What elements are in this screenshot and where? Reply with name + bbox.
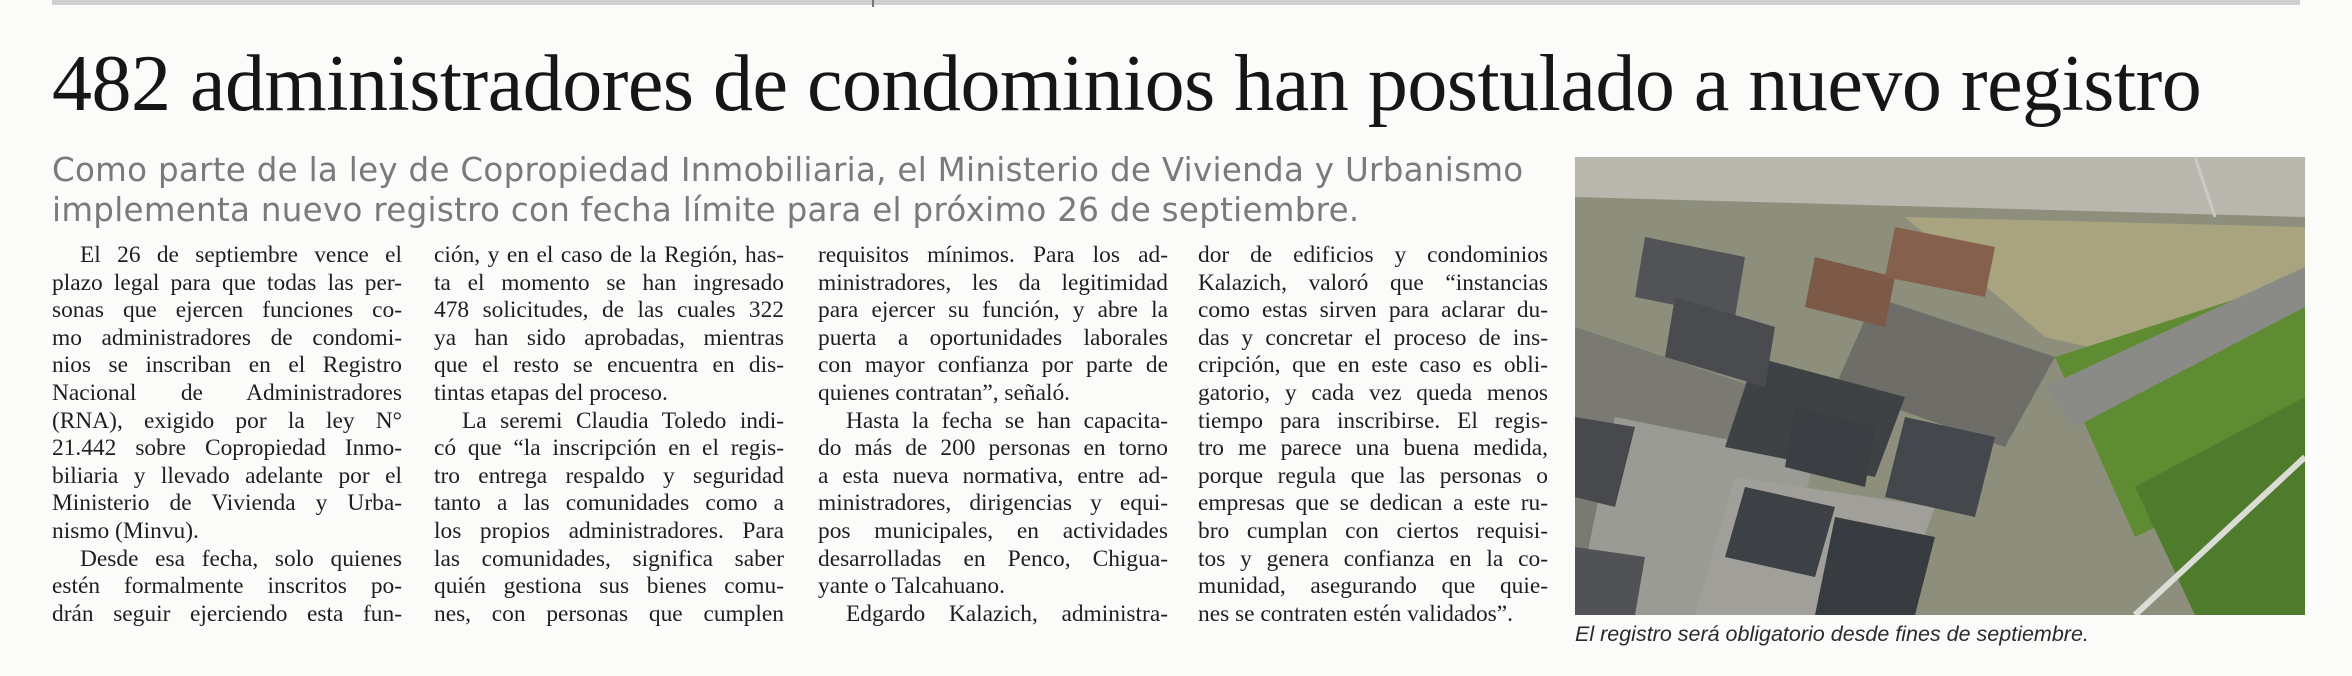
body-text-line: que el resto se encuentra en dis- [434,352,784,379]
body-text-line: Desde esa fecha, solo quienes [80,545,402,572]
photo-caption: El registro será obligatorio desde fines de septiembre. [1575,622,2089,646]
body-text-line: do más de 200 personas en torno [818,435,1168,462]
body-text-line: gatorio, y cada vez queda menos [1198,379,1548,406]
body-text-line: có que “la inscripción en el regis- [434,435,784,462]
body-text-line: las comunidades, significa saber [434,545,784,572]
body-text-line: para ejercer su función, y abre la [818,297,1168,324]
body-text-line: tos y genera confianza en la co- [1198,545,1548,572]
body-text-line: con mayor confianza por parte de [818,352,1168,379]
body-text-line: Nacional de Administradores [52,379,402,406]
body-text-line: yante o Talcahuano. [818,573,1005,600]
body-text-line: Edgardo Kalazich, administra- [846,600,1168,627]
body-text-line: El 26 de septiembre vence el [80,242,402,268]
body-text-line: biliaria y llevado adelante por el [52,462,402,489]
body-text-line: La seremi Claudia Toledo indi- [462,407,784,434]
body-text-line: drán seguir ejerciendo esta fun- [52,600,402,627]
body-text-line: puerta a oportunidades laborales [818,324,1168,351]
body-column-1 [52,242,402,628]
body-text-line: tintas etapas del proceso. [434,379,668,406]
body-text-line: tro entrega respaldo y seguridad [434,462,784,489]
body-text-line: cripción, que en este caso es obli- [1198,352,1548,379]
body-column-4 [1198,242,1548,628]
body-column-2 [434,242,784,628]
body-text-line: mo administradores de condomi- [52,324,402,351]
body-text-line: nes se contraten estén validados”. [1198,600,1514,627]
body-text-line: nios se inscriban en el Registro [52,352,402,379]
body-text-line: requisitos mínimos. Para los ad- [818,242,1168,268]
aerial-photo-condominiums [1575,157,2305,615]
body-text-line: dor de edificios y condominios [1198,242,1548,268]
subheadline [52,150,1552,230]
body-text-line: tanto a las comunidades como a [434,490,784,517]
body-text-line: quién gestiona sus bienes comu- [434,573,784,600]
body-text-line: empresas que se dedican a este ru- [1198,490,1548,517]
body-text-line: (RNA), exigido por la ley N° [52,407,402,434]
body-text-line: Ministerio de Vivienda y Urba- [52,490,402,517]
body-text-line: bro cumplan con ciertos requisi- [1198,517,1548,544]
subhead-line: Como parte de la ley de Copropiedad Inmobiliaria, el Ministerio de Vivienda y Urbanismo [52,151,1524,189]
body-text-line: ción, y en el caso de la Región, has- [434,242,784,268]
body-text-line: estén formalmente inscritos po- [52,573,402,600]
body-text-line: tiempo para inscribirse. El regis- [1198,407,1548,434]
body-column-3 [818,242,1168,628]
subhead-line: implementa nuevo registro con fecha límite para el próximo 26 de septiembre. [52,191,1360,229]
headline: 482 administradores de condominios han postulado a nuevo registro [52,40,2202,128]
body-text-line: desarrolladas en Penco, Chigua- [818,545,1168,572]
body-text-line: plazo legal para que todas las per- [52,269,402,296]
body-text-line: los propios administradores. Para [434,517,784,544]
body-text-line: nes, con personas que cumplen [434,600,784,627]
body-text-line: nismo (Minvu). [52,517,199,544]
body-text-line: 478 solicitudes, de las cuales 322 [434,297,784,324]
body-text-line: munidad, asegurando que quie- [1198,573,1548,600]
body-text-line: ta el momento se han ingresado [434,269,784,296]
column-marker [872,0,874,7]
body-text-line: tro me parece una buena medida, [1198,435,1548,462]
body-text-line: ya han sido aprobadas, mientras [434,324,784,351]
body-text-line: ministradores, les da legitimidad [818,269,1168,296]
body-text-line: ministradores, dirigencias y equi- [818,490,1168,517]
body-text-line: Kalazich, valoró que “instancias [1198,269,1548,296]
body-text-line: das y concretar el proceso de ins- [1198,324,1548,351]
body-text-line: pos municipales, en actividades [818,517,1168,544]
body-text-line: como estas sirven para aclarar du- [1198,297,1548,324]
body-text-line: a esta nueva normativa, entre ad- [818,462,1168,489]
body-text-line: quienes contratan”, señaló. [818,379,1070,406]
body-text-line: Hasta la fecha se han capacita- [846,407,1168,434]
body-text-line: sonas que ejercen funciones co- [52,297,402,324]
body-text-line: 21.442 sobre Copropiedad Inmo- [52,435,402,462]
page-top-rule [52,0,2300,5]
body-text-line: porque regula que las personas o [1198,462,1548,489]
